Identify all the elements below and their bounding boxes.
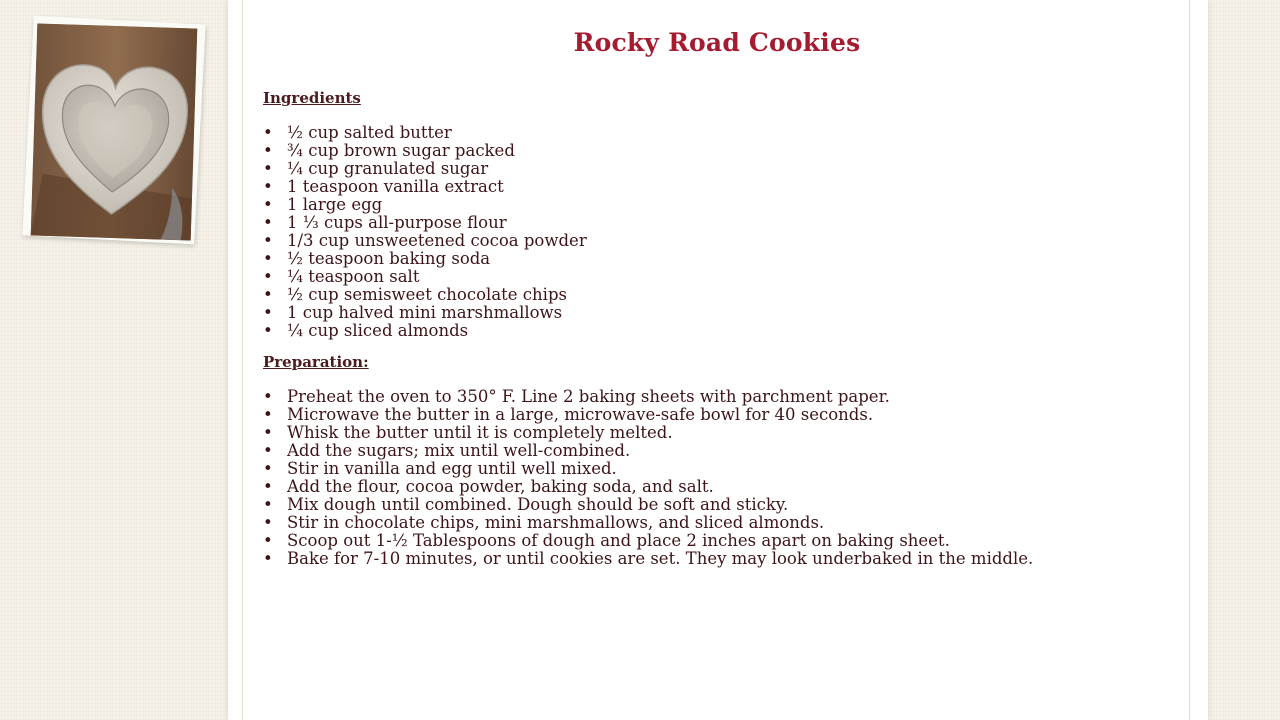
- bullet-icon: •: [263, 213, 273, 232]
- bullet-icon: •: [263, 513, 273, 532]
- bullet-icon: •: [263, 249, 273, 268]
- bullet-icon: •: [263, 459, 273, 478]
- preparation-list: [263, 388, 1047, 568]
- bullet-icon: •: [263, 495, 273, 514]
- bullet-icon: •: [263, 549, 273, 568]
- list-item: • Add the flour, cocoa powder, baking soda, and salt.: [263, 477, 714, 496]
- list-item: • ¾ cup brown sugar packed: [263, 141, 515, 160]
- list-item: • Scoop out 1-½ Tablespoons of dough and place 2 inches apart on baking sheet.: [263, 531, 950, 550]
- list-item: • Stir in chocolate chips, mini marshmallows, and sliced almonds.: [263, 513, 825, 532]
- slide-border: [242, 0, 1190, 720]
- bullet-icon: •: [263, 387, 273, 406]
- list-item: • 1 cup halved mini marshmallows: [263, 303, 563, 322]
- preparation-heading: Preparation:: [263, 353, 369, 371]
- list-item: • Microwave the butter in a large, microwave-safe bowl for 40 seconds.: [263, 405, 874, 424]
- heart-bowl-photo: [31, 24, 198, 241]
- bullet-icon: •: [263, 285, 273, 304]
- ingredients-list: [263, 124, 587, 340]
- list-item: • Preheat the oven to 350° F. Line 2 baking sheets with parchment paper.: [263, 387, 890, 406]
- list-item: • ½ cup semisweet chocolate chips: [263, 285, 567, 304]
- bullet-icon: •: [263, 195, 273, 214]
- list-item: • ¼ teaspoon salt: [263, 267, 420, 286]
- recipe-title: Rocky Road Cookies: [573, 28, 861, 57]
- bullet-icon: •: [263, 405, 273, 424]
- list-item: • Stir in vanilla and egg until well mixed.: [263, 459, 617, 478]
- bullet-icon: •: [263, 177, 273, 196]
- list-item: • ½ teaspoon baking soda: [263, 249, 491, 268]
- list-item: • ¼ cup sliced almonds: [263, 321, 469, 340]
- bullet-icon: •: [263, 423, 273, 442]
- list-item: • ¼ cup granulated sugar: [263, 159, 489, 178]
- list-item: • Add the sugars; mix until well-combined.: [263, 441, 631, 460]
- bullet-icon: •: [263, 231, 273, 250]
- bullet-icon: •: [263, 531, 273, 550]
- bullet-icon: •: [263, 303, 273, 322]
- bullet-icon: •: [263, 267, 273, 286]
- list-item: • 1 teaspoon vanilla extract: [263, 177, 504, 196]
- list-item: • 1 ⅓ cups all-purpose flour: [263, 213, 507, 232]
- list-item: • Whisk the butter until it is completely melted.: [263, 423, 673, 442]
- bullet-icon: •: [263, 159, 273, 178]
- list-item: • ½ cup salted butter: [263, 123, 452, 142]
- slide-paper: [228, 0, 1208, 720]
- bullet-icon: •: [263, 321, 273, 340]
- bullet-icon: •: [263, 441, 273, 460]
- bullet-icon: •: [263, 123, 273, 142]
- list-item: • 1 large egg: [263, 195, 383, 214]
- bullet-icon: •: [263, 477, 273, 496]
- ingredients-heading: Ingredients: [263, 89, 361, 107]
- list-item: • Mix dough until combined. Dough should be soft and sticky.: [263, 495, 789, 514]
- list-item: • Bake for 7-10 minutes, or until cookies are set. They may look underbaked in the middle.: [263, 549, 1034, 568]
- bullet-icon: •: [263, 141, 273, 160]
- list-item: • 1/3 cup unsweetened cocoa powder: [263, 231, 587, 250]
